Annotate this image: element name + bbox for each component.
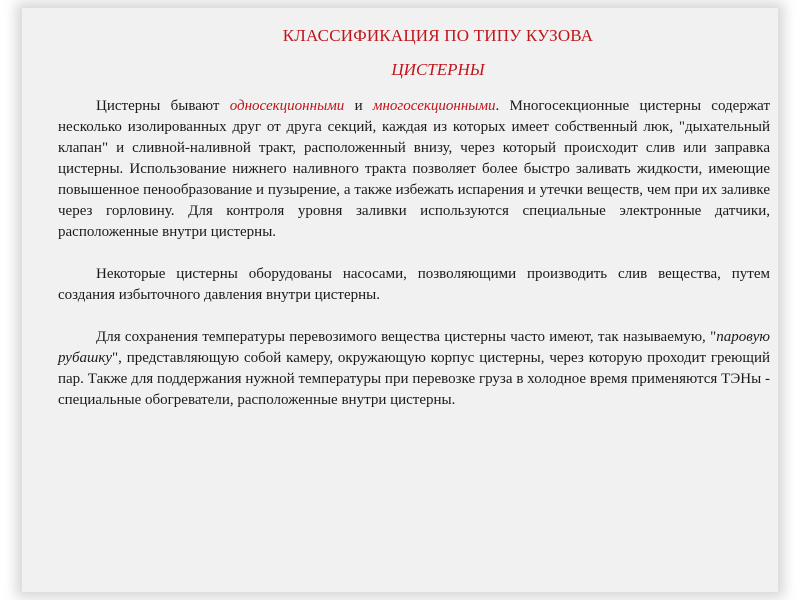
paragraph-steam-jacket <box>58 327 770 411</box>
paragraph-sections <box>58 96 770 243</box>
italic-steam-jacket: паровую рубашку <box>58 329 770 366</box>
slide-subtitle: ЦИСТЕРНЫ <box>391 60 485 79</box>
paragraph-text: Цистерны бывают <box>96 98 230 114</box>
paragraph-text: ", представляющую собой камеру, окружающую корпус цистерны, через которую проходит греющий пар. Также для поддержания нужной температуры при перевозке груза в холодное время применяются ТЭНы - специальные обогреватели, расположенные внутри цистерны. <box>58 350 770 408</box>
paragraph-text: Для сохранения температуры перевозимого вещества цистерны часто имеют, так называемую, " <box>96 329 717 345</box>
paragraph-text: и <box>344 98 373 114</box>
slide-title: КЛАССИФИКАЦИЯ ПО ТИПУ КУЗОВА <box>282 26 594 45</box>
highlight-single-section: односекционными <box>229 98 345 114</box>
highlight-multi-section: многосекционными <box>372 98 496 114</box>
slide-content <box>58 26 770 411</box>
paragraph-pumps: Некоторые цистерны оборудованы насосами, позволяющими производить слив вещества, путем создания избыточного давления внутри цистерны. <box>58 266 770 303</box>
paragraph-text: . Многосекционные цистерны содержат несколько изолированных друг от друга секций, каждая из которых имеет собственный люк, "дыхательный клапан" и сливной-наливной тракт, расположенный внизу, через который происходит слив или заправка цистерны. Использование нижнего наливного тракта позволяет более быстро заливать жидкости, имеющие повышенное пенообразование и пузырение, а также избежать испарения и утечки веществ, чем при их заливке через горловину. Для контроля уровня заливки используются специальные электронные датчики, расположенные внутри цистерны. <box>58 98 771 240</box>
